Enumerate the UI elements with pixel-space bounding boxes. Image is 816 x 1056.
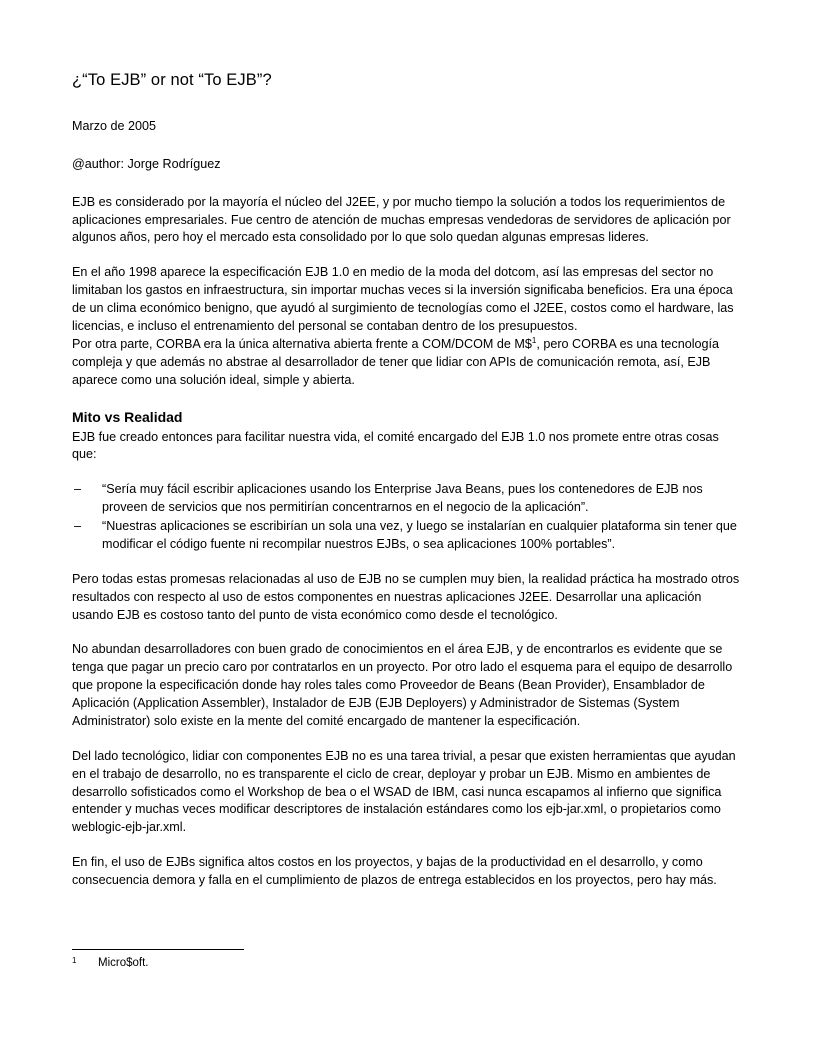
paragraph-corba-text-after: , pero CORBA es una tecnología compleja y que además no abstrae al desarrollador de tener que lidiar con APIs de comunicación remota, así, EJB aparece como una solución ideal, simple y abierta. xyxy=(72,336,720,387)
document-date: Marzo de 2005 xyxy=(72,118,157,133)
list-item xyxy=(72,481,746,517)
document-author: @author: Jorge Rodríguez xyxy=(72,156,221,171)
promises-list xyxy=(72,481,746,554)
footnote-number: 1 xyxy=(72,956,77,965)
paragraph-corba xyxy=(72,336,746,390)
list-item-label: “Sería muy fácil escribir aplicaciones usando los Enterprise Java Beans, pues los contenedores de EJB nos proveen de servicios que nos permitirían concentrarnos en el negocio de la aplicación”. xyxy=(102,482,703,515)
paragraph-technological: Del lado tecnológico, lidiar con componentes EJB no es una tarea trivial, a pesar que existen herramientas que ayudan en el trabajo de desarrollo, no es transparente el ciclo de crear, deployar y probar un EJB. Mismo en ambientes de desarrollo sofisticados como el Workshop de bea o el WSAD de IBM, casi nunca escapamos al infierno que significa entender y muchas veces modificar descriptores de instalación estándares como los ejb-jar.xml, o propietarios como weblogic-ejb-jar.xml. xyxy=(72,748,736,835)
footnote-1 xyxy=(72,956,746,971)
document-body xyxy=(72,70,746,907)
footnote-text: Micro$oft. xyxy=(98,957,149,969)
list-item xyxy=(72,518,746,554)
footnote-reference-1[interactable]: 1 xyxy=(531,335,537,345)
footnote-separator xyxy=(72,949,244,950)
list-item-label: “Nuestras aplicaciones se escribirían un sola una vez, y luego se instalarían en cualquier plataforma sin tener que modificar el código fuente ni recompilar nuestros EJBs, o sea aplicaciones 100% portables”. xyxy=(102,519,737,551)
page-title: ¿“To EJB” or not “To EJB”? xyxy=(72,71,272,89)
paragraph-promises-reality: Pero todas estas promesas relacionadas al uso de EJB no se cumplen muy bien, la realidad práctica ha mostrado otros resultados con respecto al uso de estos componentes en nuestras aplicaciones J2EE. Desarrollar una aplicación usando EJB es costoso tanto del punto de vista económico como desde el tecnológico. xyxy=(72,571,740,622)
paragraph-history-1998: En el año 1998 aparece la especificación EJB 1.0 en medio de la moda del dotcom, así las empresas del sector no limitaban los gastos en infraestructura, sin importar muchas veces si la inversión significaba beneficios. Era una época de un clima económico benigno, que ayudó al surgimiento de tecnologías como el J2EE, costos como el hardware, las licencias, e incluso el entrenamiento del personal se contaban dentro de los presupuestos. xyxy=(72,265,734,333)
paragraph-promises-intro: EJB fue creado entonces para facilitar nuestra vida, el comité encargado del EJB 1.0 nos promete entre otras cosas que: xyxy=(72,429,719,462)
dash-bullet-icon: – xyxy=(74,519,82,534)
paragraph-corba-text-before: Por otra parte, CORBA era la única alternativa abierta frente a COM/DCOM de M$ xyxy=(72,336,532,351)
footnote-area xyxy=(72,949,746,971)
dash-bullet-icon: – xyxy=(74,482,82,497)
paragraph-developers-roles: No abundan desarrolladores con buen grado de conocimientos en el área EJB, y de encontrarlos es evidente que se tenga que pagar un precio caro por contratarlos en un proyecto. Por otro lado el esquema para el equipo de desarrollo que propone la especificación donde hay roles tales como Proveedor de Beans (Bean Provider), Ensamblador de Aplicación (Application Assembler), Instalador de EJB (EJB Deployers) y Administrador de Sistemas (System Administrator) solo existe en la mente del comité encargado de mantener la especificación. xyxy=(72,642,733,728)
paragraph-conclusion: En fin, el uso de EJBs significa altos costos en los proyectos, y bajas de la productividad en el desarrollo, y como consecuencia demora y falla en el cumplimiento de plazos de entrega establecidos en los proyectos, pero hay más. xyxy=(72,855,717,888)
section-heading-mito-vs-realidad: Mito vs Realidad xyxy=(72,409,183,426)
paragraph-intro-ejb: EJB es considerado por la mayoría el núcleo del J2EE, y por mucho tiempo la solución a todos los requerimientos de aplicaciones empresariales. Fue centro de atención de muchas empresas vendedoras de servidores de aplicación por algunos años, pero hoy el mercado esta consolidado por lo que solo quedan algunas empresas lideres. xyxy=(72,194,731,245)
